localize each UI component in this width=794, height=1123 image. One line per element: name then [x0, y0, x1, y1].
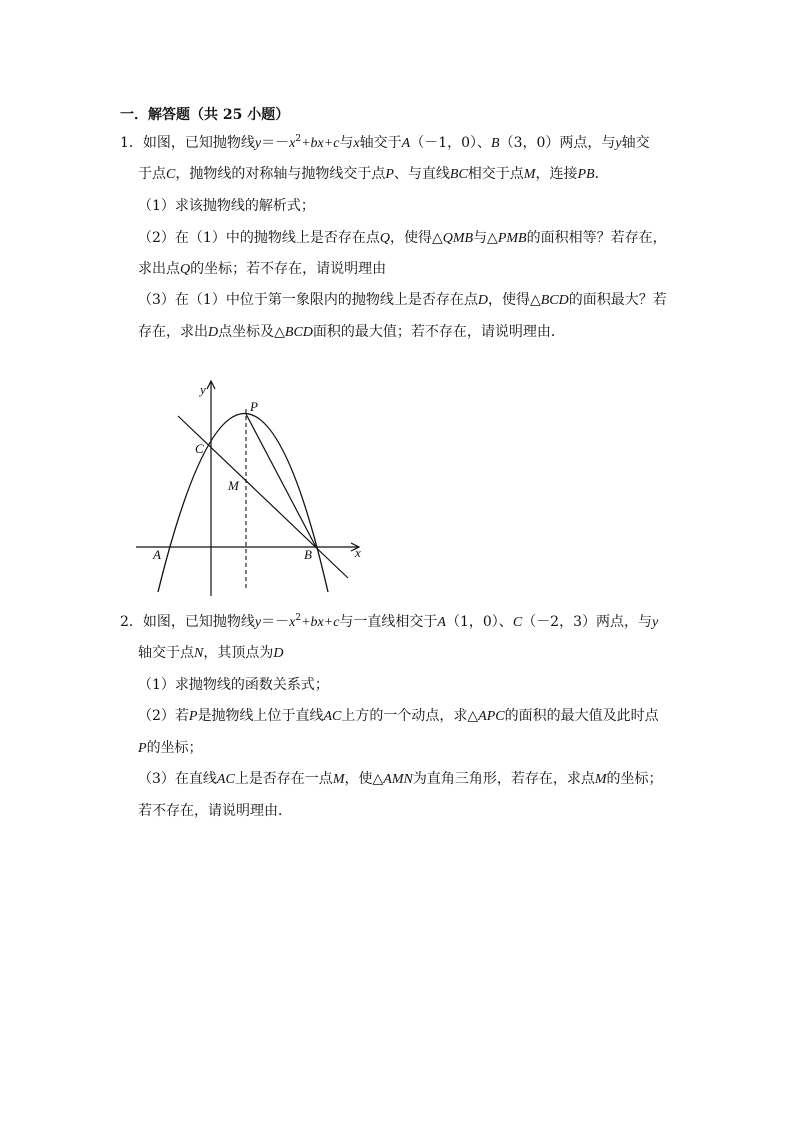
q2-line-1: 2．如图，已知抛物线$y=-x^2+bx+c$与一直线相交于A（1，0）、C（－2，3）两点，与y [120, 613, 659, 630]
q2-sub1: （1）求抛物线的函数关系式； [138, 677, 329, 693]
section-title: 一．解答题（共 25 小题） [120, 107, 290, 123]
q1-sub3-line-2: 存在，求出D点坐标及△BCD面积的最大值；若不存在，请说明理由． [138, 324, 565, 340]
point-p-label: P [250, 399, 258, 414]
q1-sub3-line-1: （3）在（1）中位于第一象限内的抛物线上是否存在点D，使得△BCD的面积最大？若 [138, 292, 667, 308]
q1-sub2-line-2: 求出点Q的坐标；若不存在，请说明理由 [138, 261, 387, 277]
q1-sub1: （1）求该抛物线的解析式； [138, 198, 315, 214]
q2-sub3-line-1: （3）在直线AC上是否存在一点M，使△AMN为直角三角形，若存在，求点M的坐标； [138, 771, 663, 787]
x-axis-label: x [355, 545, 361, 560]
point-a-label: A [153, 547, 161, 562]
q1-line-2: 于点C，抛物线的对称轴与抛物线交于点P、与直线BC相交于点M，连接PB． [138, 166, 609, 182]
q2-sub3-line-2: 若不存在，请说明理由． [138, 803, 292, 819]
q1-sub2-line-1: （2）在（1）中的抛物线上是否存在点Q，使得△QMB与△PMB的面积相等？若存在， [138, 230, 667, 246]
point-m-label: M [228, 478, 239, 493]
q1-figure [130, 375, 370, 605]
point-c-label: C [195, 441, 204, 456]
q2-line-2: 轴交于点N，其顶点为D [138, 645, 284, 661]
point-b-label: B [304, 547, 312, 562]
q1-number: 1． [120, 135, 143, 151]
q2-sub2-line-2: P的坐标； [138, 740, 203, 756]
q1-line-1: 1．如图，已知抛物线$y=-x^2+bx+c$与x轴交于A（－1，0）、B（3，0）两点，与y轴交 [120, 134, 650, 151]
segment-pb [246, 414, 316, 547]
q2-sub2-line-1: （2）若P是抛物线上位于直线AC上方的一个动点，求△APC的面积的最大值及此时点 [138, 708, 659, 724]
q2-number: 2． [120, 614, 143, 630]
y-axis-label: y [200, 382, 206, 397]
parabola-curve [158, 414, 328, 593]
